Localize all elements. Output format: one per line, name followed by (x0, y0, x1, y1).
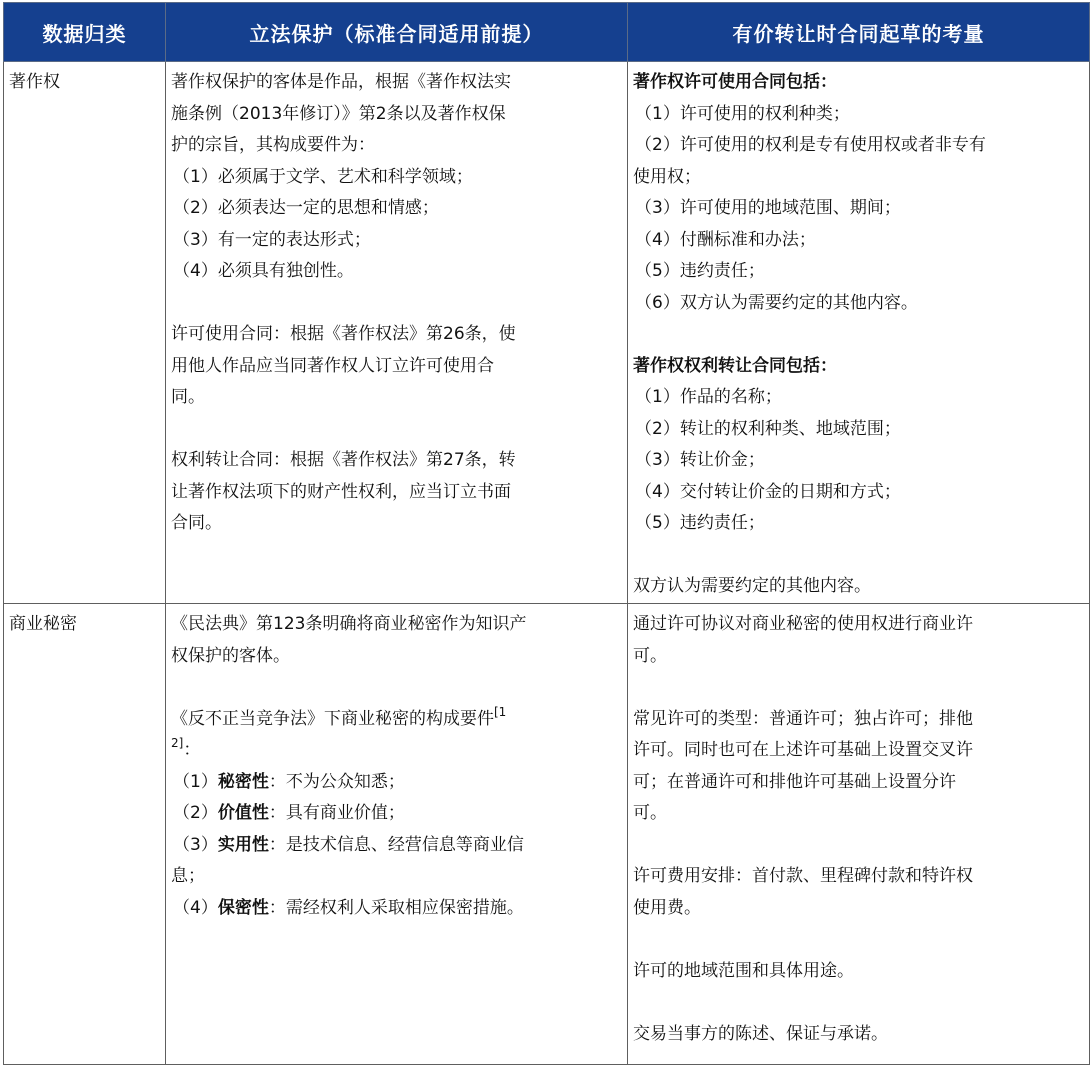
section-title: 著作权权利转让合同包括： (633, 355, 837, 376)
text-line: 双方认为需要约定的其他内容。 (633, 576, 871, 596)
spacer (171, 414, 623, 446)
cell-drafting-trade-secret (628, 604, 1090, 1065)
text-line: 护的宗旨，其构成要件为： (171, 135, 375, 155)
category-label: 商业秘密 (9, 614, 77, 634)
item-prefix: （2） (173, 803, 218, 823)
text-line: 让著作权法项下的财产性权利，应当订立书面 (171, 481, 511, 502)
item-rest: 息； (171, 866, 205, 886)
item-term: 保密性 (217, 897, 269, 918)
item-term: 实用性 (217, 834, 269, 855)
text-line: 许可使用合同：根据《著作权法》第26条，使 (171, 324, 516, 344)
text-line: 可。 (633, 803, 667, 823)
text-line: 许可费用安排：首付款、里程碑付款和特许权 (633, 866, 973, 886)
list-item: （6）双方认为需要约定的其他内容。 (635, 292, 918, 313)
text-line: 许可。同时也可在上述许可基础上设置交叉许 (633, 740, 973, 760)
text-line: 交易当事方的陈述、保证与承诺。 (633, 1023, 888, 1044)
text-line: 权保护的客体。 (171, 645, 290, 666)
text-line: 通过许可协议对商业秘密的使用权进行商业许 (633, 614, 973, 634)
item-rest: ：是技术信息、经营信息等商业信 (268, 834, 524, 855)
text-fragment: 《反不正当竞争法》下商业秘密的构成要件 (171, 708, 494, 729)
list-item: （2）必须表达一定的思想和情感； (173, 198, 439, 218)
table-row-trade-secret (4, 604, 1090, 1065)
cell-category-trade-secret (4, 604, 166, 1065)
header-data-category: 数据归类 (4, 3, 166, 62)
header-legal-protection: 立法保护（标准合同适用前提） (166, 3, 628, 62)
footnote-ref: [1 (494, 704, 507, 719)
spacer (633, 987, 1085, 1019)
list-item: 使用权； (633, 166, 701, 187)
spacer (633, 319, 1085, 351)
list-item: （3）许可使用的地域范围、期间； (635, 198, 901, 218)
spacer (633, 540, 1085, 572)
text-line: 可；在普通许可和排他许可基础上设置分许 (633, 771, 956, 792)
text-line: 权利转让合同：根据《著作权法》第27条，转 (171, 450, 516, 470)
item-term: 价值性 (217, 803, 269, 823)
list-item: （1）作品的名称； (635, 387, 782, 407)
cell-category-copyright (4, 62, 166, 604)
list-item: （2）转让的权利种类、地域范围； (635, 418, 901, 439)
list-item: （4）付酬标准和办法； (635, 229, 816, 250)
header-drafting-considerations: 有价转让时合同起草的考量 (628, 3, 1090, 62)
item-rest: ：具有商业价值； (268, 803, 405, 823)
footnote-ref: 2] (171, 736, 184, 750)
text-line: 使用费。 (633, 897, 701, 918)
spacer (171, 672, 623, 704)
list-item: （4）必须具有独创性。 (173, 261, 354, 281)
list-item: （4）交付转让价金的日期和方式； (635, 481, 901, 502)
list-item (171, 767, 623, 799)
list-item (171, 861, 623, 893)
text-line: 施条例（2013年修订）》第2条以及著作权保 (171, 103, 506, 124)
item-rest: ：不为公众知悉； (268, 771, 405, 792)
text-line: 用他人作品应当同著作权人订立许可使用合 (171, 355, 494, 376)
list-item: （5）违约责任； (635, 261, 765, 281)
header-row (4, 3, 1090, 62)
text-line (171, 704, 623, 736)
text-line: 同。 (171, 387, 205, 407)
list-item (171, 893, 623, 925)
list-item (171, 798, 623, 830)
text-fragment: ： (183, 740, 201, 760)
list-item: （5）违约责任； (635, 513, 765, 533)
text-line: 可。 (633, 645, 667, 666)
text-line: 许可的地域范围和具体用途。 (633, 960, 854, 981)
ip-comparison-table (3, 2, 1090, 1065)
cell-legal-copyright (166, 62, 628, 604)
item-rest: ：需经权利人采取相应保密措施。 (268, 897, 524, 918)
cell-drafting-copyright (628, 62, 1090, 604)
list-item: （2）许可使用的权利是专有使用权或者非专有 (635, 135, 986, 155)
category-label: 著作权 (9, 72, 60, 92)
spacer (171, 288, 623, 320)
text-line (171, 735, 623, 767)
item-prefix: （1） (173, 771, 218, 792)
item-term: 秘密性 (217, 771, 269, 792)
spacer (633, 924, 1085, 956)
text-line: 著作权保护的客体是作品，根据《著作权法实 (171, 72, 511, 92)
list-item: （1）许可使用的权利种类； (635, 103, 850, 124)
text-line: 合同。 (171, 513, 222, 533)
text-line: 常见许可的类型：普通许可；独占许可；排他 (633, 708, 973, 729)
spacer (633, 672, 1085, 704)
item-prefix: （3） (173, 834, 218, 855)
section-title: 著作权许可使用合同包括： (633, 72, 837, 92)
list-item (171, 830, 623, 862)
list-item: （1）必须属于文学、艺术和科学领域； (173, 166, 473, 187)
cell-legal-trade-secret (166, 604, 628, 1065)
spacer (633, 830, 1085, 862)
item-prefix: （4） (173, 897, 218, 918)
list-item: （3）有一定的表达形式； (173, 229, 371, 250)
text-line: 《民法典》第123条明确将商业秘密作为知识产 (171, 614, 527, 634)
list-item: （3）转让价金； (635, 450, 765, 470)
table-row-copyright (4, 62, 1090, 604)
